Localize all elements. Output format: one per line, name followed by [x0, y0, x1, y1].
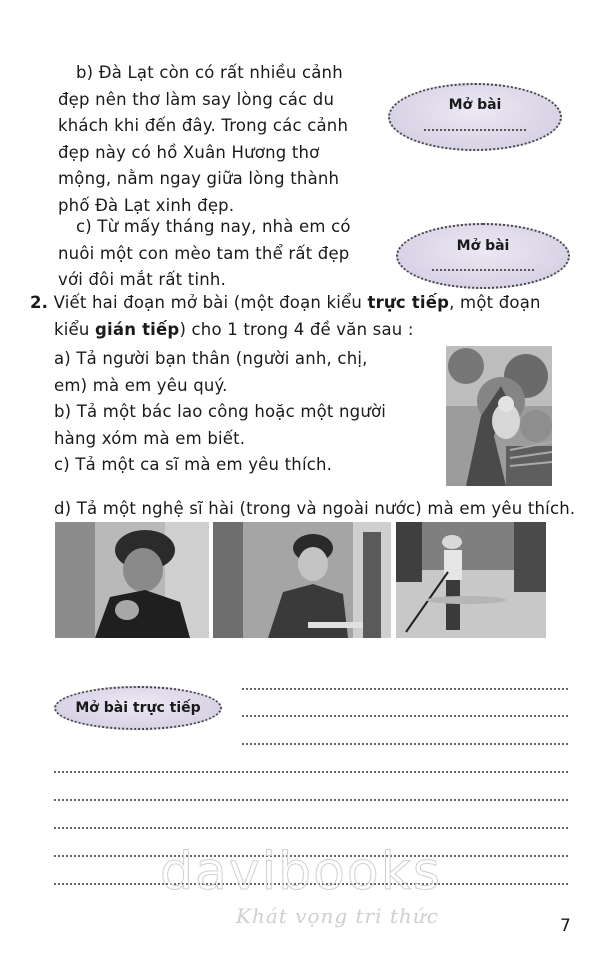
oval-answer-line	[432, 269, 534, 271]
exercise-number: 2.	[30, 293, 49, 312]
prompt-text: ) cho 1 trong 4 đề văn sau :	[179, 319, 414, 339]
paragraph-c	[58, 214, 351, 294]
answer-line	[242, 688, 568, 690]
photo-tree	[446, 346, 552, 486]
text-line: với đôi mắt rất tinh.	[58, 270, 227, 289]
oval-label: Mở bài trực tiếp	[75, 700, 201, 716]
prompt-bold: gián tiếp	[95, 319, 180, 339]
mo-bai-oval-2	[396, 223, 570, 289]
text-line: đẹp nên thơ làm say lòng các du	[58, 89, 335, 109]
answer-line	[242, 715, 568, 717]
text-line: c) Từ mấy tháng nay, nhà em có	[76, 217, 351, 236]
topic-c-line: c) Tả một ca sĩ mà em yêu thích.	[54, 455, 333, 474]
topic-a-line: a) Tả người bạn thân (người anh, chị,	[54, 349, 368, 368]
topic-a-line: em) mà em yêu quý.	[54, 375, 228, 395]
photo-comedian	[55, 522, 209, 638]
prompt-text: , một đoạn	[449, 293, 541, 312]
oval-answer-line	[424, 129, 526, 131]
topic-d	[54, 496, 575, 523]
text-line: b) Đà Lạt còn có rất nhiều cảnh	[76, 63, 343, 82]
mo-bai-oval-1	[388, 83, 562, 151]
answer-line	[54, 771, 568, 773]
mo-bai-truc-tiep-oval	[54, 686, 222, 730]
prompt-line-1	[30, 290, 541, 317]
exercise-2-prompt	[30, 290, 541, 343]
oval-label: Mở bài	[448, 97, 502, 113]
prompt-text: Viết hai đoạn mở bài (một đoạn kiểu	[53, 293, 368, 312]
topic-b-line: b) Tả một bác lao công hoặc một người	[54, 402, 387, 421]
prompt-text: kiểu	[54, 319, 95, 339]
text-line: mộng, nằm ngay giữa lòng thành	[58, 169, 340, 188]
answer-line	[54, 827, 568, 829]
topic-d-line: d) Tả một nghệ sĩ hài (trong và ngoài nước) mà em yêu thích.	[54, 499, 576, 518]
text-line: khách khi đến đây. Trong các cảnh	[58, 116, 349, 135]
watermark-tagline: Khát vọng tri thức	[236, 904, 439, 928]
oval-label: Mở bài	[456, 238, 510, 254]
photo-singer	[213, 522, 391, 638]
text-line: đẹp này có hồ Xuân Hương thơ	[58, 142, 320, 162]
prompt-line-2	[30, 317, 541, 344]
watermark-logo: davibooks	[160, 842, 442, 902]
photo-street-sweeper	[396, 522, 546, 638]
page-number: 7	[560, 916, 571, 936]
prompt-bold: trực tiếp	[367, 293, 450, 312]
topic-b-line: hàng xóm mà em biết.	[54, 428, 246, 448]
topics-list	[54, 346, 386, 479]
answer-line	[54, 799, 568, 801]
answer-line	[242, 743, 568, 745]
text-line: nuôi một con mèo tam thể rất đẹp	[58, 243, 350, 263]
paragraph-b	[58, 60, 348, 219]
text-line: phố Đà Lạt xinh đẹp.	[58, 195, 235, 215]
